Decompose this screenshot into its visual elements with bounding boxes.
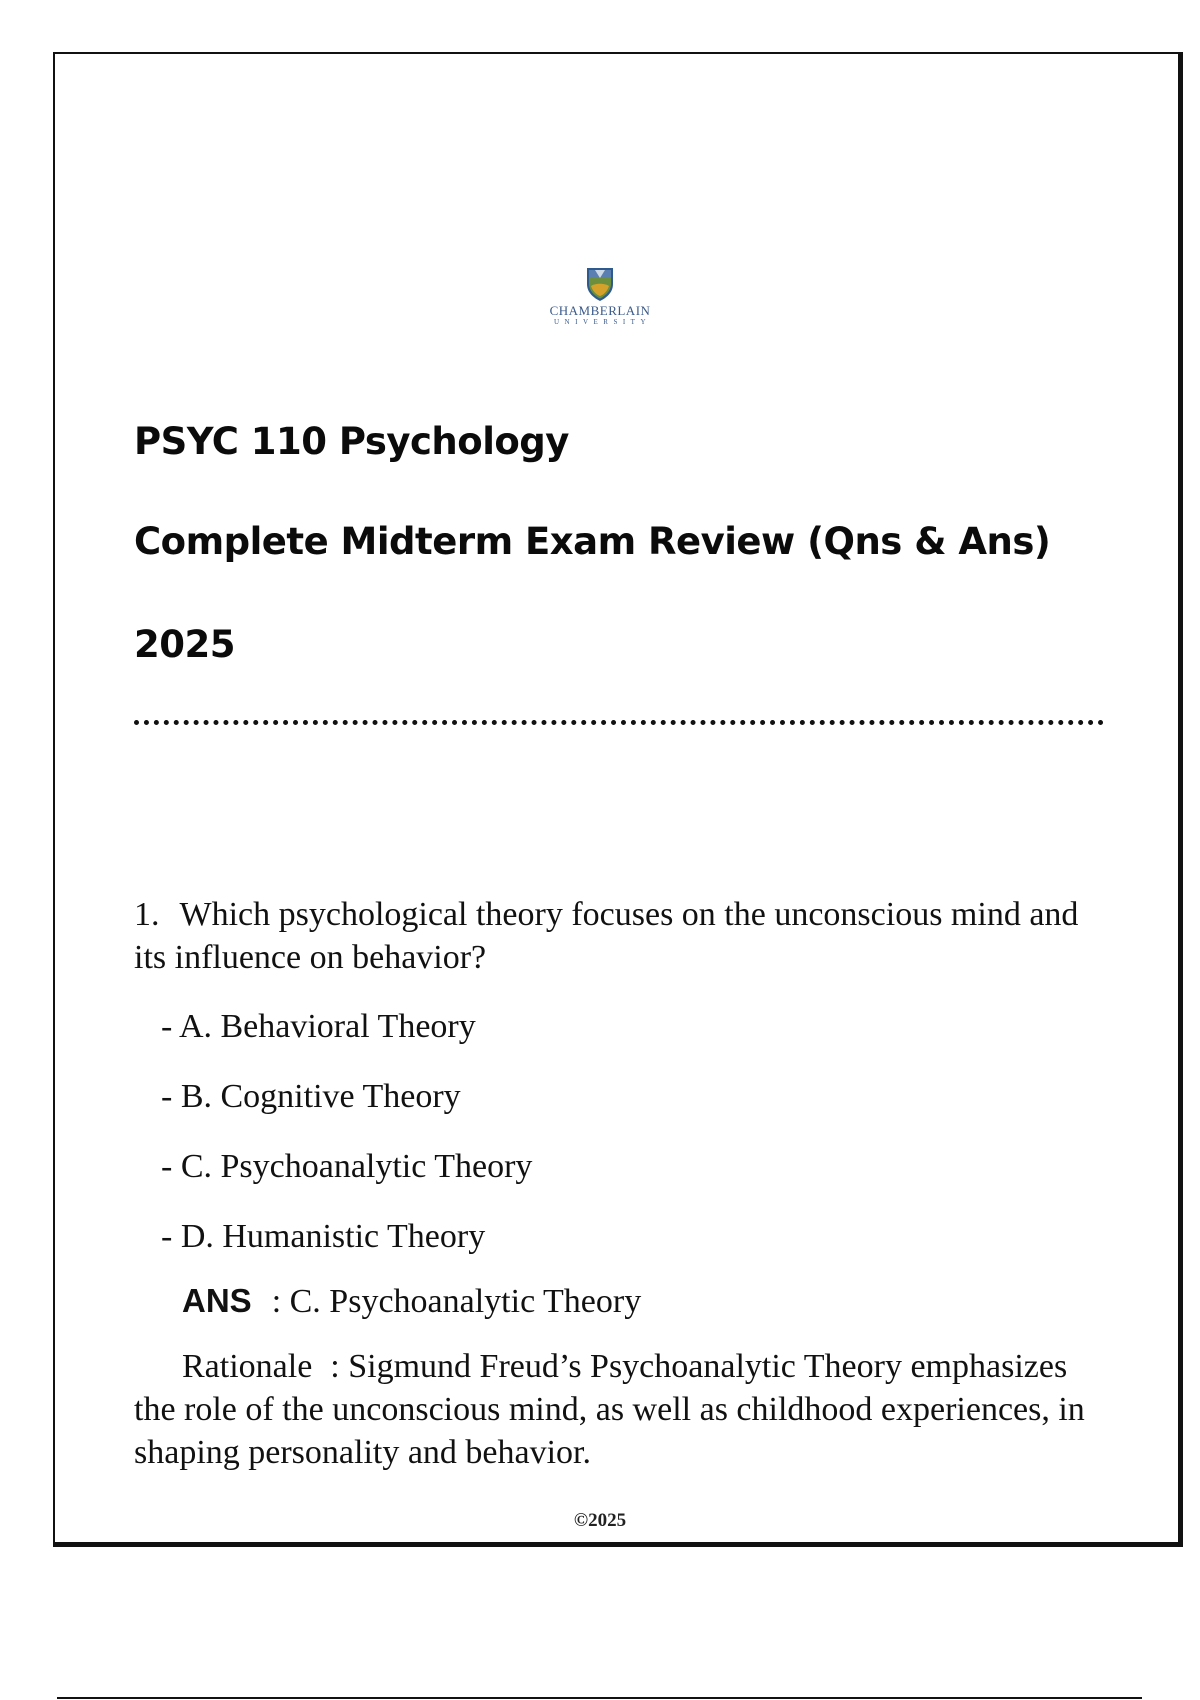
question-stem: Which psychological theory focuses on the unconscious mind and its influence on behavior? [134,896,1079,976]
question-block [134,893,1104,1474]
logo-name: CHAMBERLAIN [549,303,651,318]
rationale [134,1345,1104,1474]
option-d: - D. Humanistic Theory [161,1218,486,1255]
document-title: Complete Midterm Exam Review (Qns & Ans) [134,520,1051,563]
bottom-divider [57,1697,1142,1699]
logo-subtitle: UNIVERSITY [554,318,651,326]
answer-label: ANS [182,1282,252,1319]
shield-icon [585,266,615,302]
answer-text: : C. Psychoanalytic Theory [271,1283,642,1320]
option-b: - B. Cognitive Theory [161,1078,461,1115]
options-list [134,1005,1104,1258]
rationale-label: Rationale [182,1348,313,1385]
rationale-text: : Sigmund Freud’s Psychoanalytic Theory emphasizes the role of the unconscious mind, as well as childhood experiences, in shaping personality and behavior. [134,1348,1085,1471]
question-text [134,893,1104,979]
course-title: PSYC 110 Psychology [134,420,569,463]
dotted-divider [134,720,1104,725]
document-year: 2025 [134,623,235,666]
copyright-footer: ©2025 [573,1510,627,1531]
university-logo [530,266,670,326]
answer-line [182,1279,1104,1323]
option-c: - C. Psychoanalytic Theory [161,1148,533,1185]
question-number: 1. [134,896,160,933]
option-a: - A. Behavioral Theory [161,1008,476,1045]
